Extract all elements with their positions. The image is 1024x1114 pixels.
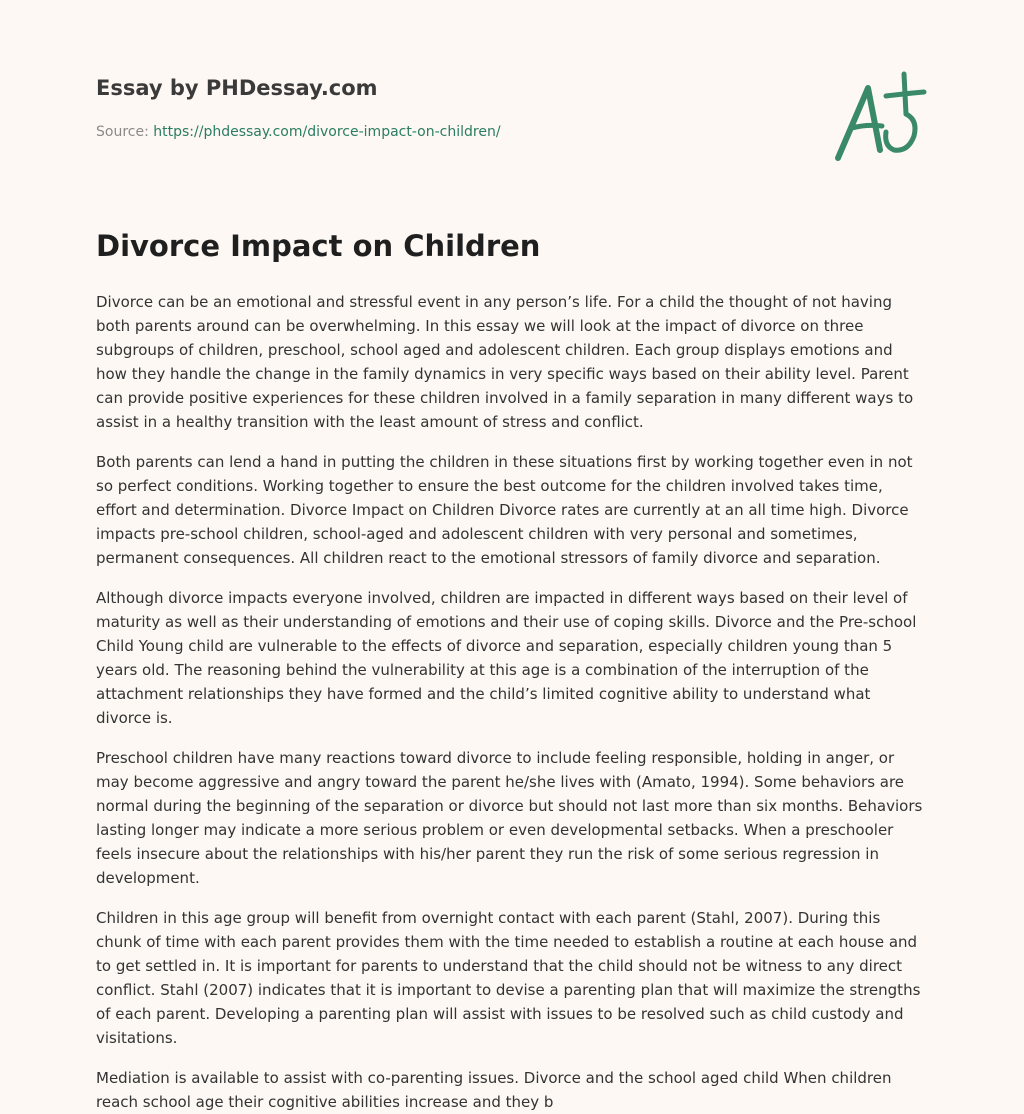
source-label: Source: (96, 124, 154, 140)
a-plus-logo-icon (824, 66, 934, 166)
essay-paragraph: Preschool children have many reactions toward divorce to include feeling responsible, holding in anger, or may become aggressive and angry toward the parent he/she lives with (Amato, 1994). Some behaviors are normal during the beginning of the separation or divorce but should not last more than six months. Behaviors lasting longer may indicate a more serious problem or even developmental setbacks. When a preschooler feels insecure about the relationships with his/her parent they run the risk of some serious regression in development. (96, 749, 923, 887)
essay-body (96, 290, 928, 1114)
site-brand: Essay by PHDessay.com (96, 76, 378, 100)
source-link[interactable]: https://phdessay.com/divorce-impact-on-children/ (153, 124, 501, 140)
essay-paragraph: Both parents can lend a hand in putting the children in these situations first by working together even in not so perfect conditions. Working together to ensure the best outcome for the children involved takes time, effort and determination. Divorce Impact on Children Divorce rates are currently at an all time high. Divorce impacts pre-school children, school-aged and adolescent children with very personal and sometimes, permanent consequences. All children react to the emotional stressors of family divorce and separation. (96, 453, 913, 567)
essay-paragraph: Children in this age group will benefit from overnight contact with each parent (Stahl, 2007). During this chunk of time with each parent provides them with the time needed to establish a routine at each house and to get settled in. It is important for parents to understand that the child should not be witness to any direct conflict. Stahl (2007) indicates that it is important to devise a parenting plan that will maximize the strengths of each parent. Developing a parenting plan will assist with issues to be resolved such as child custody and visitations. (96, 909, 921, 1047)
essay-paragraph: Although divorce impacts everyone involved, children are impacted in different ways based on their level of maturity as well as their understanding of emotions and their use of coping skills. Divorce and the Pre-school Child Young child are vulnerable to the effects of divorce and separation, especially children young than 5 years old. The reasoning behind the vulnerability at this age is a combination of the interruption of the attachment relationships they have formed and the child’s limited cognitive ability to understand what divorce is. (96, 589, 917, 727)
essay-title: Divorce Impact on Children (96, 229, 541, 263)
source-line (96, 124, 501, 140)
essay-paragraph: Mediation is available to assist with co-parenting issues. Divorce and the school aged child When children reach school age their cognitive abilities increase and they b (96, 1069, 892, 1111)
page-header (96, 0, 928, 190)
essay-paragraph: Divorce can be an emotional and stressful event in any person’s life. For a child the thought of not having both parents around can be overwhelming. In this essay we will look at the impact of divorce on three subgroups of children, preschool, school aged and adolescent children. Each group displays emotions and how they handle the change in the family dynamics in very specific ways based on their ability level. Parent can provide positive experiences for these children involved in a family separation in many different ways to assist in a healthy transition with the least amount of stress and conflict. (96, 293, 914, 431)
